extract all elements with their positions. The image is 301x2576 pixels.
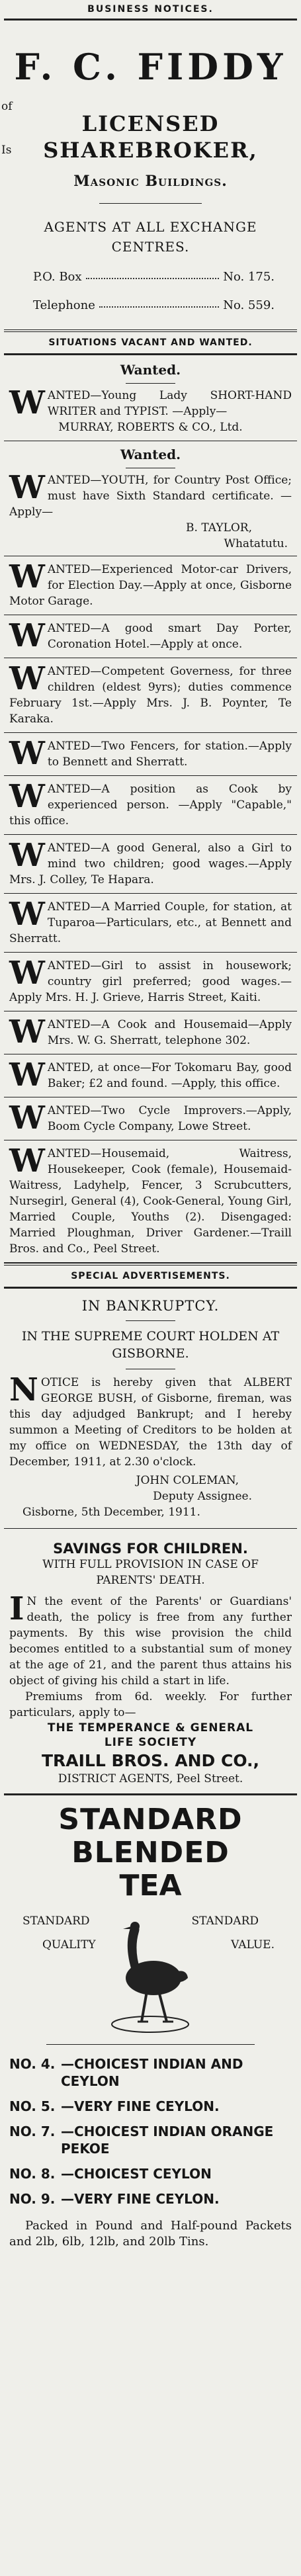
savings-body	[0, 1590, 301, 1721]
tea-variety	[0, 2186, 301, 2211]
tea-name: —VERY FINE CEYLON.	[61, 2098, 220, 2114]
wanted-heading: Wanted.	[120, 447, 181, 462]
wanted-ad	[0, 835, 301, 893]
tea-name: —CHOICEST INDIAN AND CEYLON	[61, 2056, 243, 2089]
society-line2: LIFE SOCIETY	[104, 1736, 197, 1749]
wanted-ad	[0, 776, 301, 834]
tea-name: —CHOICEST INDIAN ORANGE PEKOE	[61, 2124, 274, 2157]
tea-variety	[0, 2094, 301, 2119]
wanted-ads-list	[0, 556, 301, 1263]
tea-number: NO. 7.	[9, 2124, 56, 2139]
drop-cap: W	[9, 735, 45, 772]
bankruptcy-title: IN BANKRUPTCY.	[81, 1298, 220, 1314]
wanted-ad	[0, 615, 301, 658]
drop-cap: W	[9, 1142, 45, 1180]
ad-text: ANTED—Two Fencers, for station.—Apply to Bennett and Sherratt.	[47, 740, 292, 769]
drop-cap: I	[9, 1590, 24, 1627]
fiddy-sharebroker: SHAREBROKER,	[43, 138, 258, 163]
traill-bros: TRAILL BROS. AND CO.,	[41, 1751, 260, 1770]
ad-text: ANTED—A good General, also a Girl to mind two children; good wages.—Apply Mrs. J. Colley, Te Hapara.	[9, 841, 292, 886]
ostrich-emblem-icon	[101, 1917, 200, 2036]
ad-text: ANTED—Competent Governess, for three children (eldest 9yrs); duties commence February 1st.—Apply Mrs. J. B. Poynter, Te Karaka.	[9, 665, 292, 726]
tel-value: No. 559.	[223, 298, 275, 312]
ad-text: ANTED—A Cook and Housemaid—Apply Mrs. W. G. Sherratt, telephone 302.	[47, 1018, 292, 1047]
drop-cap: W	[9, 384, 45, 421]
po-value: No. 175.	[223, 270, 275, 284]
margin-fragment: Is	[1, 144, 12, 157]
ad-text: ANTED, at once—For Tokomaru Bay, good Baker; £2 and found. —Apply, this office.	[47, 1061, 292, 1090]
savings-sub: WITH FULL PROVISION IN CASE OF PARENTS' DEATH.	[42, 1558, 259, 1587]
assignee-title: Deputy Assignee.	[153, 1490, 252, 1503]
fiddy-tel-row	[0, 298, 301, 312]
ad-text: ANTED—A good smart Day Porter, Coronation Hotel.—Apply at once.	[47, 622, 292, 651]
ad-text: ANTED—Experienced Motor-car Drivers, for Election Day.—Apply at once, Gisborne Motor Garage.	[9, 563, 292, 608]
tea-variety	[0, 2119, 301, 2161]
leader-dots	[99, 306, 219, 308]
fiddy-licensed: LICENSED	[81, 111, 220, 136]
tea-packed: Packed in Pound and Half-pound Packets and 2lb, 6lb, 12lb, and 20lb Tins.	[9, 2219, 292, 2249]
wanted-ad	[0, 658, 301, 732]
ad-text: ANTED—Housemaid, Waitress, Housekeeper, Cook (female), Housemaid-Waitress, Ladyhelp, Fencer, 3 Scrubcutters, Nursegirl, General (4), Cook-General, Young Girl, Married Couple, Youths (2). Disengaged: Married Ploughman, Driver Gardener.—Traill Bros. and Co., Peel Street.	[9, 1147, 292, 1256]
wanted-ad	[0, 733, 301, 775]
divider	[126, 383, 175, 384]
tea-varieties-list	[0, 2051, 301, 2211]
wanted-ad	[0, 953, 301, 1011]
ad-youth-post-office	[0, 469, 301, 552]
ad-text: ANTED—A position as Cook by experienced person. —Apply "Capable," this office.	[9, 783, 292, 828]
wanted-ad	[0, 1140, 301, 1262]
ad-signature: B. TAYLOR,	[186, 521, 252, 535]
tea-left-label-2: QUALITY	[42, 1938, 96, 1952]
tea-emblem-block	[0, 1912, 301, 2038]
bankruptcy-notice	[0, 1371, 301, 1520]
tel-label: Telephone	[33, 298, 95, 312]
tea-title-2: TEA	[119, 1869, 182, 1903]
drop-cap: W	[9, 558, 45, 595]
ad-signature-place: Whatatutu.	[224, 537, 288, 550]
ad-text: ANTED—YOUTH, for Country Post Office; must have Sixth Standard certificate. —Apply—	[9, 474, 292, 519]
drop-cap: W	[9, 660, 45, 697]
section-title-situations: SITUATIONS VACANT AND WANTED.	[48, 337, 253, 348]
ad-text: ANTED—Girl to assist in housework; country girl preferred; good wages.—Apply Mrs. H. J. Grieve, Harris Street, Kaiti.	[9, 959, 292, 1004]
tea-number: NO. 5.	[9, 2098, 56, 2114]
tea-variety	[0, 2051, 301, 2094]
ad-murray-roberts	[0, 384, 301, 435]
drop-cap: W	[9, 1099, 45, 1137]
wanted-ad	[0, 556, 301, 615]
society-line1: THE TEMPERANCE & GENERAL	[47, 1721, 254, 1735]
wanted-ad	[0, 894, 301, 952]
district-agents: DISTRICT AGENTS, Peel Street.	[58, 1772, 243, 1785]
drop-cap: W	[9, 617, 45, 654]
ad-text: ANTED—A Married Couple, for station, at Tuparoa—Particulars, etc., at Bennett and Sherratt.	[9, 900, 292, 945]
wanted-ad	[0, 1054, 301, 1097]
leader-dots	[86, 278, 220, 279]
wanted-ad	[0, 1011, 301, 1054]
notice-dateline: Gisborne, 5th December, 1911.	[22, 1506, 200, 1519]
ad-signature: MURRAY, ROBERTS & CO., Ltd.	[58, 421, 243, 434]
notice-text: OTICE is hereby given that ALBERT GEORGE BUSH, of Gisborne, fireman, was this day adjudged Bankrupt; and I hereby summon a Meeting of Creditors to be holden at my office on WEDNESDAY, the 13th day of December, 1911, at 2.30 o'clock.	[9, 1376, 292, 1469]
fiddy-agents: AGENTS AT ALL EXCHANGE CENTRES.	[44, 219, 257, 255]
tea-number: NO. 9.	[9, 2191, 56, 2207]
savings-title: SAVINGS FOR CHILDREN.	[53, 1541, 248, 1557]
ad-text: ANTED—Young Lady SHORT-HAND WRITER and TYPIST. —Apply—	[47, 389, 292, 418]
drop-cap: W	[9, 896, 45, 933]
po-label: P.O. Box	[33, 270, 82, 284]
fiddy-building: Masonic Buildings.	[73, 173, 228, 190]
tea-number: NO. 8.	[9, 2166, 56, 2182]
divider	[126, 1320, 175, 1321]
tea-variety	[0, 2161, 301, 2186]
savings-premiums: Premiums from 6d. weekly. For further particulars, apply to—	[9, 1690, 292, 1719]
section-title-business: BUSINESS NOTICES.	[87, 4, 214, 15]
drop-cap: W	[9, 469, 45, 506]
fiddy-po-row	[0, 270, 301, 284]
tea-name: —CHOICEST CEYLON	[61, 2166, 212, 2182]
tea-right-label-2: VALUE.	[231, 1938, 275, 1952]
section-title-special: SPECIAL ADVERTISEMENTS.	[71, 1271, 230, 1281]
tea-number: NO. 4.	[9, 2056, 56, 2072]
tea-name: —VERY FINE CEYLON.	[61, 2191, 220, 2207]
drop-cap: W	[9, 778, 45, 815]
margin-fragment: of	[1, 100, 13, 113]
tea-title: STANDARD BLENDED	[58, 1803, 243, 1869]
tea-right-label: STANDARD	[191, 1914, 259, 1928]
tea-left-label: STANDARD	[22, 1914, 90, 1928]
bankruptcy-court: IN THE SUPREME COURT HOLDEN AT GISBORNE.	[21, 1329, 280, 1361]
drop-cap: W	[9, 955, 45, 992]
ad-text: ANTED—Two Cycle Improvers.—Apply, Boom Cycle Company, Lowe Street.	[47, 1104, 292, 1133]
assignee-name: JOHN COLEMAN,	[136, 1474, 239, 1487]
drop-cap: W	[9, 837, 45, 874]
fiddy-name: F. C. FIDDY	[14, 46, 287, 88]
fiddy-ad	[0, 21, 301, 329]
wanted-heading: Wanted.	[120, 362, 181, 378]
wanted-ad	[0, 1097, 301, 1140]
drop-cap: W	[9, 1013, 45, 1051]
savings-text: N the event of the Parents' or Guardians' death, the policy is free from any further payments. By this wise provision the child becomes entitled to a substantial sum of money at the age of 21, and the parent thus attains his object of giving his child a start in life.	[9, 1595, 292, 1688]
drop-cap: N	[9, 1371, 38, 1408]
drop-cap: W	[9, 1056, 45, 1094]
